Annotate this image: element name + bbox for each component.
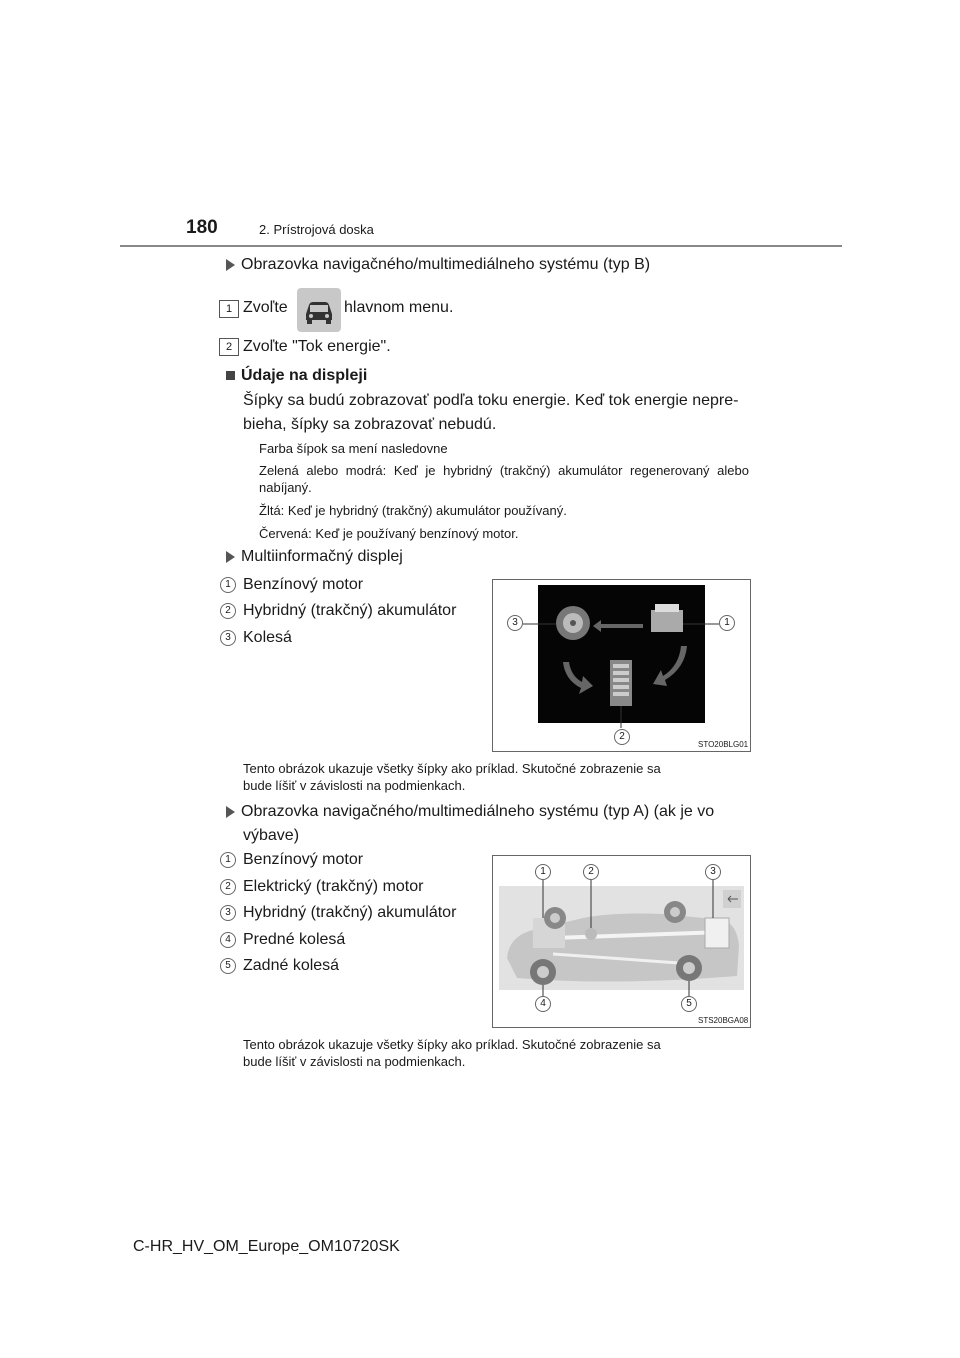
list-number: 1: [220, 577, 236, 593]
list-item-label: Predné kolesá: [243, 931, 346, 948]
display-body: Šípky sa budú zobrazovať podľa toku energie. Keď tok energie nepre- bieha, šípky sa zobrazovať nebudú.: [243, 392, 739, 433]
figure-caption: Tento obrázok ukazuje všetky šípky ako príklad. Skutočné zobrazenie sa bude líšiť v závislosti na podmienkach.: [243, 1037, 661, 1069]
list-item-label: Elektrický (trakčný) motor: [243, 878, 424, 895]
figure-callout: 4: [535, 996, 551, 1012]
list-number: 5: [220, 958, 236, 974]
footer-code: C-HR_HV_OM_Europe_OM10720SK: [133, 1238, 400, 1255]
list-item-label: Benzínový motor: [243, 851, 364, 868]
multi-heading: Multiinformačný displej: [226, 545, 403, 569]
list-number: 2: [220, 879, 236, 895]
section-title: 2. Prístrojová doska: [259, 222, 374, 237]
figure-caption: Tento obrázok ukazuje všetky šípky ako príklad. Skutočné zobrazenie sa bude líšiť v závislosti na podmienkach.: [243, 761, 661, 793]
typeb-heading: Obrazovka navigačného/multimediálneho systému (typ B): [226, 253, 650, 277]
square-bullet-icon: [226, 371, 235, 380]
step-2-text: Zvoľte "Tok energie".: [243, 338, 391, 355]
list-item-label: Kolesá: [243, 629, 292, 646]
figure-callout: 1: [719, 615, 735, 631]
energy-flow-figure-car: [492, 855, 751, 1028]
typea-heading: Obrazovka navigačného/multimediálneho systému (typ A) (ak je vo výbave): [226, 800, 714, 848]
list-number: 1: [220, 852, 236, 868]
energy-flow-figure-mid: [492, 579, 751, 752]
note-line: Červená: Keď je používaný benzínový motor.: [259, 526, 519, 541]
list-number: 3: [220, 630, 236, 646]
list-number: 2: [220, 603, 236, 619]
note-line: Zelená alebo modrá: Keď je hybridný (trakčný) akumulátor regenerovaný alebo nabíjaný.: [259, 463, 749, 495]
step-number: 2: [219, 338, 239, 356]
triangle-bullet-icon: [226, 551, 235, 563]
list-item-label: Hybridný (trakčný) akumulátor: [243, 602, 457, 619]
figure-callout: 5: [681, 996, 697, 1012]
figure-callout: 1: [535, 864, 551, 880]
list-item-label: Benzínový motor: [243, 576, 364, 593]
display-heading: Údaje na displeji: [226, 364, 367, 388]
step-number: 1: [219, 300, 239, 318]
triangle-bullet-icon: [226, 259, 235, 271]
figure-code: STS20BGA08: [698, 1016, 749, 1025]
figure-callout: 3: [507, 615, 523, 631]
page-number: 180: [186, 217, 218, 238]
figure-callout: 3: [705, 864, 721, 880]
list-item-label: Hybridný (trakčný) akumulátor: [243, 904, 457, 921]
note-line: Žltá: Keď je hybridný (trakčný) akumulátor používaný.: [259, 503, 567, 518]
list-number: 3: [220, 905, 236, 921]
list-number: 4: [220, 932, 236, 948]
triangle-bullet-icon: [226, 806, 235, 818]
car-icon: [297, 288, 341, 332]
list-item-label: Zadné kolesá: [243, 957, 340, 974]
note-line: Farba šípok sa mení nasledovne: [259, 441, 448, 456]
figure-code: STO20BLG01: [698, 740, 749, 749]
header-rule: [120, 245, 842, 247]
step-1-after: hlavnom menu.: [344, 299, 454, 316]
step-1-before: Zvoľte: [243, 299, 288, 316]
figure-callout: 2: [583, 864, 599, 880]
figure-callout: 2: [614, 729, 630, 745]
